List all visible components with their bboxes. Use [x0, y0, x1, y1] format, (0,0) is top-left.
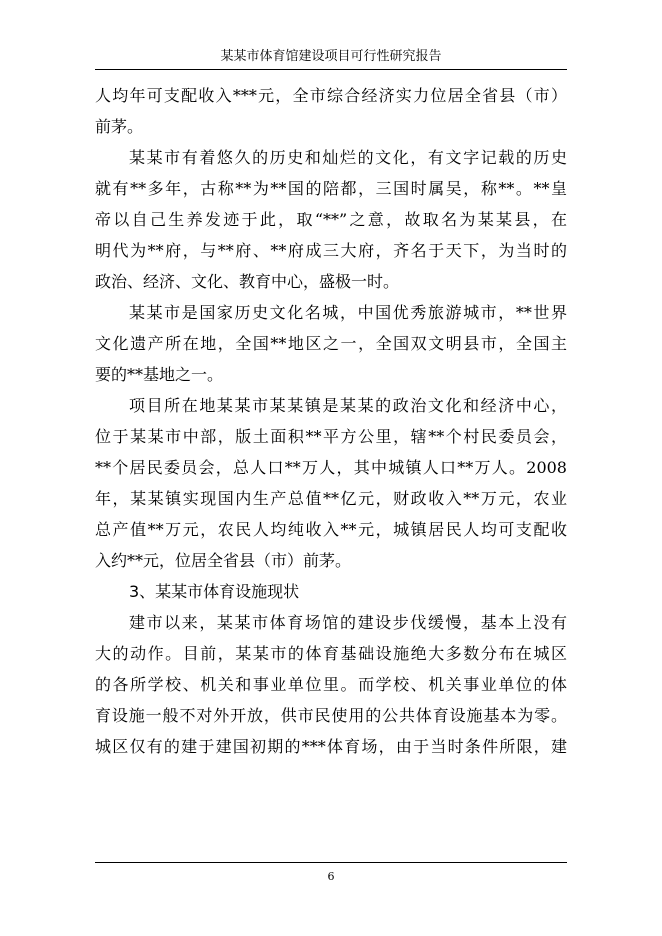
text-line: 文化遗产所在地，全国**地区之一，全国双文明县市，全国主 [95, 334, 567, 353]
text-line: **个居民委员会，总人口**万人，其中城镇人口**万人。2008 [95, 458, 567, 477]
text-line: 位于某某市中部，版土面积**平方公里，辖**个村民委员会， [95, 427, 567, 446]
text-line: 大的动作。目前，某某市的体育基础设施绝大多数分布在城区 [95, 644, 567, 663]
page-header-title: 某某市体育馆建设项目可行性研究报告 [220, 49, 442, 64]
text-line: 年，某某镇实现国内生产总值**亿元，财政收入**万元，农业 [95, 489, 567, 508]
text-line: 前茅。 [95, 117, 144, 136]
paragraph-first-line: 某某市是国家历史文化名城，中国优秀旅游城市，**世界 [129, 303, 567, 322]
document-body [95, 80, 567, 762]
text-line: 总产值**万元，农民人均纯收入**元，城镇居民人均可支配收 [95, 520, 567, 539]
page-number: 6 [327, 870, 335, 883]
text-line: 要的**基地之一。 [95, 365, 224, 384]
text-line: 帝以自己生养发迹于此，取“**”之意，故取名为某某县，在 [95, 210, 567, 229]
text-line: 育设施一般不对外开放，供市民使用的公共体育设施基本为零。 [95, 706, 567, 725]
text-line: 就有**多年，古称**为**国的陪都，三国时属吴，称**。**皇 [95, 179, 567, 198]
text-line: 明代为**府，与**府、**府成三大府，齐名于天下，为当时的 [95, 241, 567, 260]
header-rule [95, 69, 567, 70]
text-line: 的各所学校、机关和事业单位里。而学校、机关事业单位的体 [95, 675, 567, 694]
paragraph-first-line: 某某市有着悠久的历史和灿烂的文化，有文字记载的历史 [129, 148, 567, 167]
section-heading: 3、某某市体育设施现状 [129, 582, 300, 601]
text-line: 政治、经济、文化、教育中心，盛极一时。 [95, 272, 400, 291]
text-line: 人均年可支配收入***元，全市综合经济实力位居全省县（市） [95, 86, 567, 105]
text-line: 入约**元，位居全省县（市）前茅。 [95, 551, 352, 570]
paragraph-first-line: 项目所在地某某市某某镇是某某的政治文化和经济中心， [129, 396, 567, 415]
paragraph-first-line: 建市以来，某某市体育场馆的建设步伐缓慢，基本上没有 [129, 613, 567, 632]
footer-rule [95, 862, 567, 863]
text-line: 城区仅有的建于建国初期的***体育场，由于当时条件所限，建 [95, 737, 567, 756]
